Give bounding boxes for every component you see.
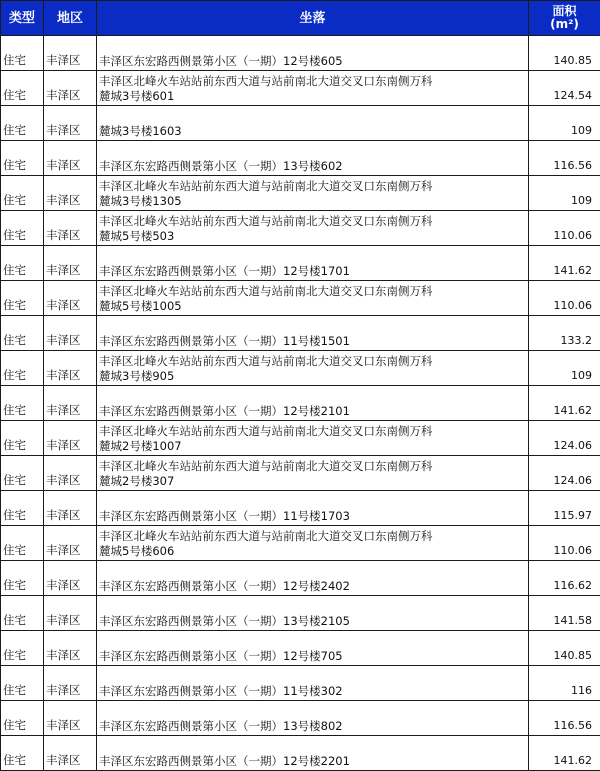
- cell-address: [97, 106, 529, 141]
- table-row: [1, 351, 600, 386]
- cell-type: 住宅: [1, 736, 44, 771]
- address-line: 丰泽区北峰火车站站前东西大道与站前南北大道交叉口东南侧万科: [99, 214, 526, 229]
- address-line: 丰泽区北峰火车站站前东西大道与站前南北大道交叉口东南侧万科: [99, 179, 526, 194]
- table-row: [1, 141, 600, 176]
- address-line: 丰泽区东宏路西侧景第小区（一期）12号楼705: [99, 649, 526, 664]
- address-line-2: 麓城2号楼1007: [99, 439, 526, 454]
- address-line-2: 麓城3号楼1305: [99, 194, 526, 209]
- cell-address: [97, 456, 529, 491]
- cell-type: 住宅: [1, 666, 44, 701]
- address-line-2: 麓城2号楼307: [99, 474, 526, 489]
- address-line: 丰泽区北峰火车站站前东西大道与站前南北大道交叉口东南侧万科: [99, 424, 526, 439]
- header-area-unit: (m²): [550, 17, 579, 31]
- cell-type: 住宅: [1, 386, 44, 421]
- cell-district: 丰泽区: [44, 736, 97, 771]
- cell-type: 住宅: [1, 211, 44, 246]
- header-type: 类型: [1, 1, 44, 36]
- cell-area: 110.06: [529, 211, 600, 246]
- address-line: 丰泽区北峰火车站站前东西大道与站前南北大道交叉口东南侧万科: [99, 74, 526, 89]
- cell-district: 丰泽区: [44, 36, 97, 71]
- cell-type: 住宅: [1, 421, 44, 456]
- cell-area: 110.06: [529, 526, 600, 561]
- header-area: [529, 1, 600, 36]
- cell-area: 116.62: [529, 561, 600, 596]
- table-row: [1, 176, 600, 211]
- cell-address: [97, 631, 529, 666]
- table-row: [1, 701, 600, 736]
- address-line-2: 麓城3号楼601: [99, 89, 526, 104]
- table-row: [1, 491, 600, 526]
- cell-area: 140.85: [529, 631, 600, 666]
- cell-type: 住宅: [1, 316, 44, 351]
- cell-area: 124.06: [529, 456, 600, 491]
- cell-area: 140.85: [529, 36, 600, 71]
- table-row: [1, 211, 600, 246]
- cell-area: 110.06: [529, 281, 600, 316]
- cell-area: 109: [529, 106, 600, 141]
- cell-district: 丰泽区: [44, 316, 97, 351]
- cell-district: 丰泽区: [44, 106, 97, 141]
- cell-area: 141.58: [529, 596, 600, 631]
- address-line: 丰泽区东宏路西侧景第小区（一期）11号楼302: [99, 684, 526, 699]
- address-line: 丰泽区东宏路西侧景第小区（一期）12号楼2402: [99, 579, 526, 594]
- cell-area: 124.06: [529, 421, 600, 456]
- cell-type: 住宅: [1, 701, 44, 736]
- address-line: 麓城3号楼1603: [99, 124, 526, 139]
- address-line: 丰泽区东宏路西侧景第小区（一期）12号楼605: [99, 54, 526, 69]
- table-row: [1, 456, 600, 491]
- cell-district: 丰泽区: [44, 631, 97, 666]
- cell-district: 丰泽区: [44, 71, 97, 106]
- cell-address: [97, 736, 529, 771]
- header-area-label: 面积: [552, 4, 576, 18]
- address-line: 丰泽区东宏路西侧景第小区（一期）13号楼602: [99, 159, 526, 174]
- cell-district: 丰泽区: [44, 456, 97, 491]
- cell-area: 141.62: [529, 736, 600, 771]
- cell-address: [97, 351, 529, 386]
- address-line: 丰泽区东宏路西侧景第小区（一期）11号楼1501: [99, 334, 526, 349]
- cell-area: 109: [529, 351, 600, 386]
- cell-type: 住宅: [1, 106, 44, 141]
- address-line: 丰泽区东宏路西侧景第小区（一期）11号楼1703: [99, 509, 526, 524]
- cell-district: 丰泽区: [44, 596, 97, 631]
- cell-type: 住宅: [1, 351, 44, 386]
- cell-area: 116.56: [529, 141, 600, 176]
- table-row: [1, 421, 600, 456]
- cell-area: 141.62: [529, 246, 600, 281]
- cell-district: 丰泽区: [44, 281, 97, 316]
- table-row: [1, 666, 600, 701]
- cell-type: 住宅: [1, 281, 44, 316]
- address-line: 丰泽区北峰火车站站前东西大道与站前南北大道交叉口东南侧万科: [99, 529, 526, 544]
- cell-type: 住宅: [1, 561, 44, 596]
- address-line: 丰泽区东宏路西侧景第小区（一期）12号楼1701: [99, 264, 526, 279]
- cell-address: [97, 36, 529, 71]
- cell-address: [97, 211, 529, 246]
- cell-type: 住宅: [1, 176, 44, 211]
- cell-type: 住宅: [1, 631, 44, 666]
- cell-type: 住宅: [1, 36, 44, 71]
- cell-area: 124.54: [529, 71, 600, 106]
- header-address: 坐落: [97, 1, 529, 36]
- cell-district: 丰泽区: [44, 141, 97, 176]
- cell-district: 丰泽区: [44, 526, 97, 561]
- cell-address: [97, 596, 529, 631]
- cell-address: [97, 316, 529, 351]
- cell-address: [97, 701, 529, 736]
- address-line: 丰泽区北峰火车站站前东西大道与站前南北大道交叉口东南侧万科: [99, 459, 526, 474]
- table-row: [1, 631, 600, 666]
- cell-district: 丰泽区: [44, 246, 97, 281]
- cell-area: 133.2: [529, 316, 600, 351]
- cell-district: 丰泽区: [44, 211, 97, 246]
- cell-area: 116.56: [529, 701, 600, 736]
- table-header: [1, 1, 600, 36]
- cell-district: 丰泽区: [44, 351, 97, 386]
- address-line: 丰泽区东宏路西侧景第小区（一期）13号楼2105: [99, 614, 526, 629]
- cell-address: [97, 141, 529, 176]
- cell-district: 丰泽区: [44, 421, 97, 456]
- address-line: 丰泽区北峰火车站站前东西大道与站前南北大道交叉口东南侧万科: [99, 284, 526, 299]
- cell-district: 丰泽区: [44, 176, 97, 211]
- table-row: [1, 71, 600, 106]
- table-row: [1, 736, 600, 771]
- header-district: 地区: [44, 1, 97, 36]
- table-row: [1, 561, 600, 596]
- table-row: [1, 526, 600, 561]
- address-line-2: 麓城3号楼905: [99, 369, 526, 384]
- cell-type: 住宅: [1, 596, 44, 631]
- table-row: [1, 596, 600, 631]
- address-line: 丰泽区东宏路西侧景第小区（一期）13号楼802: [99, 719, 526, 734]
- cell-area: 109: [529, 176, 600, 211]
- cell-address: [97, 246, 529, 281]
- address-line: 丰泽区东宏路西侧景第小区（一期）12号楼2201: [99, 754, 526, 769]
- table-row: [1, 386, 600, 421]
- cell-address: [97, 666, 529, 701]
- cell-address: [97, 526, 529, 561]
- cell-address: [97, 491, 529, 526]
- address-line-2: 麓城5号楼503: [99, 229, 526, 244]
- cell-address: [97, 561, 529, 596]
- cell-area: 141.62: [529, 386, 600, 421]
- cell-district: 丰泽区: [44, 701, 97, 736]
- table-row: [1, 106, 600, 141]
- address-line: 丰泽区东宏路西侧景第小区（一期）12号楼2101: [99, 404, 526, 419]
- cell-type: 住宅: [1, 71, 44, 106]
- cell-type: 住宅: [1, 526, 44, 561]
- cell-district: 丰泽区: [44, 386, 97, 421]
- cell-address: [97, 421, 529, 456]
- address-line-2: 麓城5号楼606: [99, 544, 526, 559]
- cell-address: [97, 71, 529, 106]
- cell-address: [97, 281, 529, 316]
- address-line: 丰泽区北峰火车站站前东西大道与站前南北大道交叉口东南侧万科: [99, 354, 526, 369]
- table-row: [1, 316, 600, 351]
- cell-type: 住宅: [1, 246, 44, 281]
- cell-address: [97, 386, 529, 421]
- table-row: [1, 281, 600, 316]
- table-body: [1, 36, 600, 771]
- table-row: [1, 36, 600, 71]
- table-row: [1, 246, 600, 281]
- cell-area: 116: [529, 666, 600, 701]
- address-line-2: 麓城5号楼1005: [99, 299, 526, 314]
- cell-district: 丰泽区: [44, 666, 97, 701]
- cell-address: [97, 176, 529, 211]
- cell-district: 丰泽区: [44, 491, 97, 526]
- cell-area: 115.97: [529, 491, 600, 526]
- cell-district: 丰泽区: [44, 561, 97, 596]
- cell-type: 住宅: [1, 456, 44, 491]
- cell-type: 住宅: [1, 491, 44, 526]
- cell-type: 住宅: [1, 141, 44, 176]
